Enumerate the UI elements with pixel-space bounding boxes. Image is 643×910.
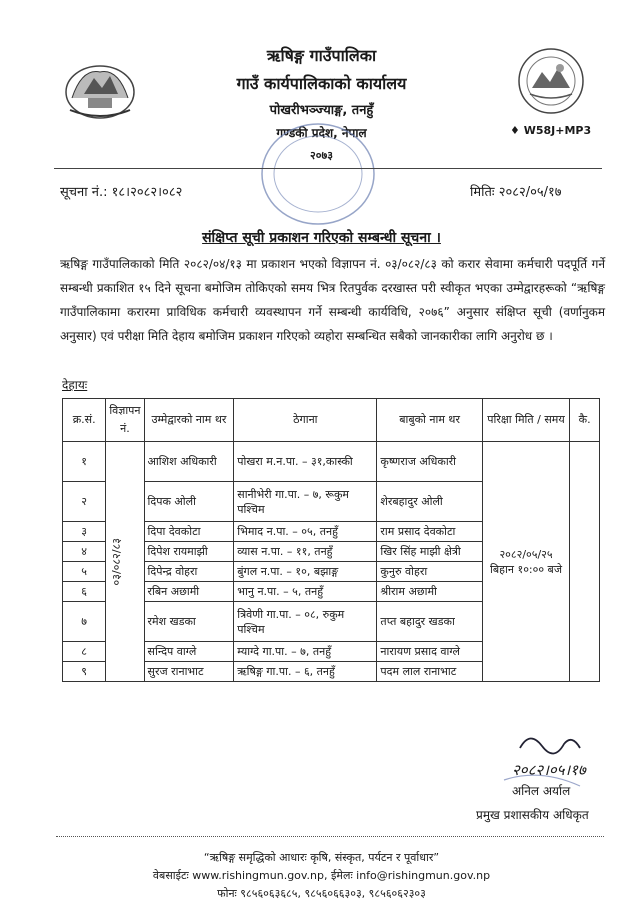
row-father: कृष्णराज अधिकारी [377, 442, 482, 482]
plus-code: ♦ W58J+MP3 [510, 124, 592, 137]
row-name: सन्दिप वाग्ले [144, 642, 234, 662]
row-name: दिपेन्द्र वोहरा [144, 562, 234, 582]
established-year: २०७३ [310, 149, 333, 162]
row-sn: २ [63, 482, 106, 522]
row-sn: ४ [63, 542, 106, 562]
signatory-title: प्रमुख प्रशासकीय अधिकृत [476, 808, 589, 822]
col-sn: क्र.सं. [63, 399, 106, 442]
notice-body: ऋषिङ्ग गाउँपालिकाको मिति २०८२/०४/१३ मा प्रकाशन भएको विज्ञापन नं. ०३/०८२/८३ को करार सेवामा कर्मचारी पदपूर्ति गर्ने सम्बन्धी प्रकाशित १५ दिने सूचना बमोजिम तोकिएको समय भित्र रितपुर्वक दरखास्त परी स्वीकृत भएका उम्मेद्वारहरूको “ऋषिङ्ग गाउँपालिकामा करारमा प्राविधिक कर्मचारी व्यवस्थापन गर्ने सम्बन्धी कार्यविधि, २०७६” अनुसार संक्षिप्त सूची (वर्णानुकम अनुसार) एवं परीक्षा मिति देहाय बमोजिम प्रकाशन गरिएको व्यहोरा सम्बन्धित सबैको जानकारीका लागि अनुरोध छ । [60, 257, 605, 343]
footer-divider [56, 836, 604, 837]
notice-ref [60, 182, 182, 200]
row-name: दिपक ओली [144, 482, 234, 522]
ad-no-cell [106, 442, 144, 682]
row-name: दिपेश रायमाझी [144, 542, 234, 562]
row-name: रबिन अछामी [144, 582, 234, 602]
exam-date: २०८२/०५/२५ [499, 547, 553, 561]
row-father: तप्त बहादुर खडका [377, 602, 482, 642]
signature-date: २०८२।०५।१७ [512, 761, 586, 779]
col-remarks: कै. [570, 399, 600, 442]
row-father: पदम लाल रानाभाट [377, 662, 482, 682]
row-sn: ६ [63, 582, 106, 602]
row-sn: ७ [63, 602, 106, 642]
table-row [63, 442, 600, 482]
ref-label: सूचना नं.: [60, 185, 108, 200]
row-father: राम प्रसाद देवकोटा [377, 522, 482, 542]
row-address: सानीभेरी गा.पा. – ७, रूकुम पश्चिम [234, 482, 377, 522]
ad-no-text: ०३/०८२/८३ [110, 537, 124, 586]
row-name: दिपा देवकोटा [144, 522, 234, 542]
row-name: रमेश खडका [144, 602, 234, 642]
row-address: व्यास न.पा. – ११, तनहुँ [234, 542, 377, 562]
row-address: भानु न.पा. – ५, तनहुँ [234, 582, 377, 602]
ref-value: १८।२०८२।०८२ [111, 185, 183, 200]
header-divider [54, 168, 602, 169]
row-sn: १ [63, 442, 106, 482]
col-father: बाबुको नाम थर [377, 399, 482, 442]
footer-phone: फोनः ९८५६०६३६८५, ९८५६०६६३०३, ९८५६०६२३०३ [217, 887, 426, 900]
subject-text: संक्षिप्त सूची प्रकाशन गरिएको सम्बन्धी सूचना । [202, 230, 441, 246]
footer-motto: “ऋषिङ्ग समृद्धिको आधारः कृषि, संस्कृत, पर्यटन र पूर्वाधार” [203, 851, 440, 864]
notice-date [470, 182, 562, 200]
row-address: ऋषिङ्ग गा.पा. – ६, तनहुँ [234, 662, 377, 682]
row-father: श्रीराम अछामी [377, 582, 482, 602]
col-address: ठेगाना [234, 399, 377, 442]
row-sn: ८ [63, 642, 106, 662]
exam-cell [482, 442, 570, 682]
municipality-name: ऋषिङ्ग गाउँपालिका [266, 46, 377, 65]
table-header-row [63, 399, 600, 442]
remarks-cell [570, 442, 600, 682]
date-value: २०८२/०५/१७ [498, 185, 562, 200]
signatory-name: अनिल अर्याल [512, 784, 571, 798]
row-address: म्याग्दे गा.पा. – ७, तनहुँ [234, 642, 377, 662]
row-father: खिर सिंह माझी क्षेत्री [377, 542, 482, 562]
row-address: पोखरा म.न.पा. – ३१,कास्की [234, 442, 377, 482]
row-father: कुनुरु वोहरा [377, 562, 482, 582]
col-name: उम्मेद्वारको नाम थर [144, 399, 234, 442]
footer-contact: वेबसाईटः www.rishingmun.gov.np, ईमेलः info@rishingmun.gov.np [152, 869, 491, 882]
notice-subject [0, 228, 643, 247]
row-father: नारायण प्रसाद वाग्ले [377, 642, 482, 662]
row-sn: ३ [63, 522, 106, 542]
table-label: देहायः [62, 378, 88, 392]
row-sn: ५ [63, 562, 106, 582]
office-name: गाउँ कार्यपालिकाको कार्यालय [236, 74, 407, 93]
office-stamp-icon [258, 120, 378, 228]
row-father: शेरबहादुर ओली [377, 482, 482, 522]
exam-time: बिहान १०:०० बजे [490, 562, 562, 576]
col-ad-no: विज्ञापन नं. [106, 399, 144, 442]
province-name: गण्डकी प्रदेश, नेपाल [276, 126, 367, 140]
office-location: पोखरीभञ्ज्याङ्ग, तनहुँ [269, 103, 374, 118]
col-exam: परिक्षा मिति / समय [482, 399, 570, 442]
date-label: मितिः [470, 185, 495, 200]
row-name: आशिश अधिकारी [144, 442, 234, 482]
row-sn: ९ [63, 662, 106, 682]
row-name: सुरज रानाभाट [144, 662, 234, 682]
row-address: त्रिवेणी गा.पा. – ०८, रुकुम पश्चिम [234, 602, 377, 642]
row-address: भिमाद न.पा. – ०५, तनहुँ [234, 522, 377, 542]
candidate-table [62, 398, 600, 682]
row-address: बुंगल न.पा. – १०, बझाङ्ग [234, 562, 377, 582]
